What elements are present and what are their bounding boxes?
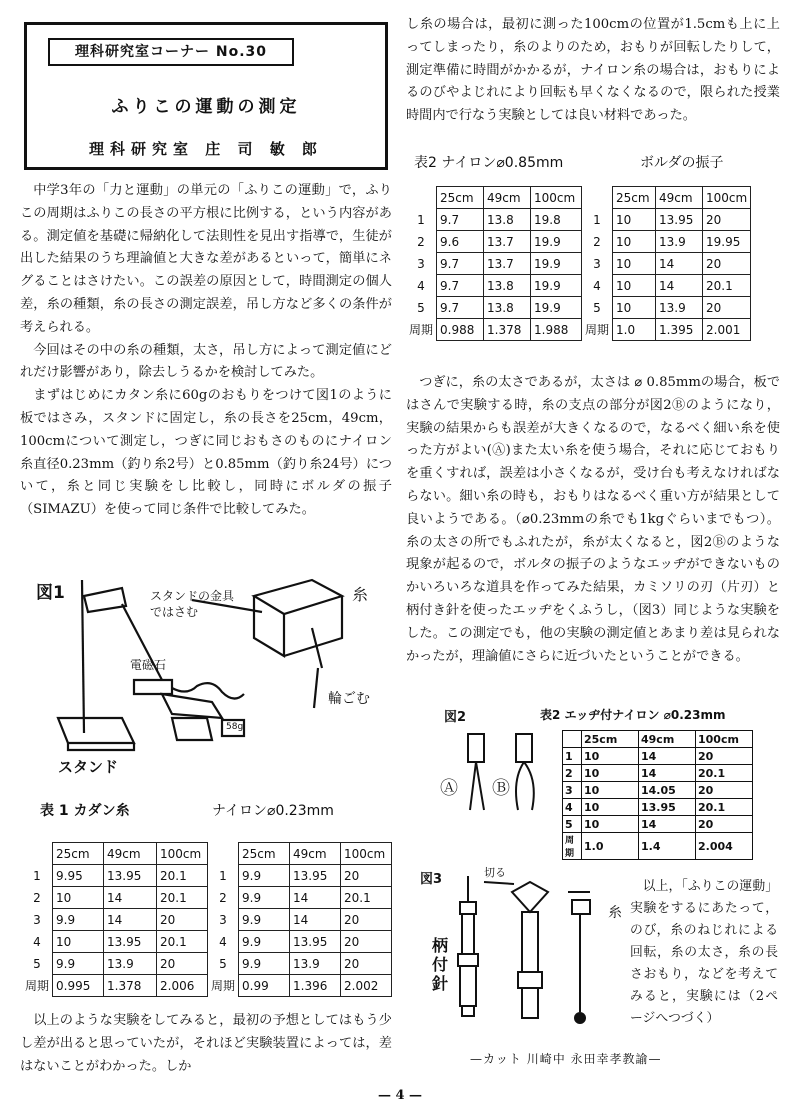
figure-3-sketch bbox=[418, 862, 630, 1042]
figure-2-a-label: Ⓐ bbox=[440, 778, 458, 799]
figure-2-b-label: Ⓑ bbox=[492, 778, 510, 799]
figure-3-label: 図3 bbox=[420, 872, 443, 887]
table-row: 5 9.7 13.8 19.9 5 10 13.9 20 bbox=[406, 297, 751, 319]
table-3-header-row: 25cm 49cm 100cm bbox=[563, 731, 753, 748]
paragraph-method: まずはじめにカタン糸に60gのおもりをつけて図1のように板ではさみ，スタンドに固定し，糸の長さを25cm，49cm，100cmについて測定し，つぎに同じおもさのものにナイロン糸直径0.23mm（釣り糸2号）と0.85mm（釣り糸24号）について，糸と同じ実験をし比較し，同時にボルダの振子（SIMAZU）を使って同じ条件で比較してみた。 bbox=[20, 388, 392, 518]
figure-1-stand-label: スタンド bbox=[58, 758, 119, 776]
table-row: 4 10 13.95 20.1 4 9.9 13.95 20 bbox=[22, 931, 392, 953]
table-row: 2 9.6 13.7 19.9 2 10 13.9 19.95 bbox=[406, 231, 751, 253]
table-2-caption-borda: ボルダの振子 bbox=[640, 155, 724, 171]
table-row: 3 10 14.05 20 bbox=[563, 782, 753, 799]
table-2-caption: 表2 ナイロン⌀0.85mm bbox=[414, 155, 564, 171]
paragraph-conclusion: 以上，「ふりこの運動」実験をするにあたって，のび，糸のねじれによる回転，糸の太さ，糸の長さおもり，などを考えてみると，実験には（2ページへつづく） bbox=[630, 879, 778, 1026]
table-1-caption: 表 1 カダン糸 bbox=[40, 803, 130, 819]
figure-1-thread-label: 糸 bbox=[352, 585, 369, 604]
page-number: — 4 — bbox=[377, 1088, 423, 1103]
paragraph-purpose: 今回はその中の糸の種類，太さ，吊し方によって測定値にどれだけ影響があり，除去しうるかを検討してみた。 bbox=[20, 342, 392, 381]
table-2-header-row: 25cm 49cm 100cm 25cm 49cm 100cm bbox=[406, 187, 751, 209]
right-column-middle bbox=[406, 372, 780, 668]
paragraph-result: 以上のような実験をしてみると，最初の予想としてはもう少し差が出ると思っていたが，それほど実験装置によっては，差はないことがわかった。しか bbox=[20, 1013, 392, 1074]
figure-1-clamp-label: スタンドの金具ではさむ bbox=[150, 589, 235, 619]
table-1-caption-nylon: ナイロン⌀0.23mm bbox=[212, 803, 334, 819]
table-row: 5 9.9 13.9 20 5 9.9 13.9 20 bbox=[22, 953, 392, 975]
article-title: ふりこの運動の測定 bbox=[111, 97, 301, 117]
table-row: 1 9.95 13.95 20.1 1 9.9 13.95 20 bbox=[22, 865, 392, 887]
table-row-period: 周期 0.988 1.378 1.988 周期 1.0 1.395 2.001 bbox=[406, 319, 751, 341]
table-row: 3 9.7 13.7 19.9 3 10 14 20 bbox=[406, 253, 751, 275]
paragraph-thickness: つぎに，糸の太さであるが，太さは ⌀ 0.85mmの場合，板ではさんで実験する時，糸の支点の部分が図2Ⓑのようになり，実験の結果からも誤差が大きくなるので，なるべく細い糸を使った方がよい(Ⓐ)また太い糸を使う場合，それに応じておもりを重くすれば，誤差は小さくなるが，受け台も考えなければならない。細い糸の時も，おもりはなるべく重い方が結果として良いようである。（⌀0.23mmの糸でも1kgぐらいまでもつ）。糸の太さの所でもふれたが，糸が太くなると，図2Ⓑのような現象が起るので，ボルタの振子のようなエッヂができないものかいろいろな道具を作ってみた結果，カミソリの刃（片刃）と柄付き針を使ったエッヂをくふうし，（図3）同じような実験をした。この測定でも，他の実験の測定値とあまり差は見られなかったが，理論値にさらに近づいたということができる。 bbox=[406, 375, 781, 664]
right-column-top bbox=[406, 14, 780, 128]
corner-label: 理科研究室コーナー No.30 bbox=[48, 38, 294, 66]
figure-2-label: 図2 bbox=[444, 710, 467, 725]
table-row: 1 9.7 13.8 19.8 1 10 13.95 20 bbox=[406, 209, 751, 231]
table-1 bbox=[22, 842, 392, 997]
figure-1-weight-label: 58g bbox=[226, 722, 244, 732]
left-column-body bbox=[20, 180, 392, 522]
figure-3-cut-label: 切る bbox=[484, 866, 506, 879]
table-3-caption: 表2 エッヂ付ナイロン ⌀0.23mm bbox=[540, 708, 726, 722]
table-row: 2 10 14 20.1 bbox=[563, 765, 753, 782]
figure-3-needle-label: 柄付針 bbox=[432, 936, 449, 993]
table-1-header-row: 25cm 49cm 100cm 25cm 49cm 100cm bbox=[22, 843, 392, 865]
table-row-period: 周期 0.995 1.378 2.006 周期 0.99 1.396 2.002 bbox=[22, 975, 392, 997]
table-2 bbox=[406, 186, 751, 341]
table-row: 2 10 14 20.1 2 9.9 14 20.1 bbox=[22, 887, 392, 909]
paragraph-intro: 中学3年の「力と運動」の単元の「ふりこの運動」で，ふりこの周期はふりこの長さの平方根に比例する，という内容がある。測定値を基礎に帰納化して法則性を見出す指導で，生徒が出した結果のうち理論値と大きな差があるといって，簡単にネグることはさけたい。この誤差の原因として，時間測定の個人差，糸の種類，糸の長さの測定誤差，吊し方など多くの条件が考えられる。 bbox=[20, 183, 392, 335]
figure-1-rubber-label: 輪ごむ bbox=[328, 691, 370, 707]
table-row: 5 10 14 20 bbox=[563, 816, 753, 833]
right-column-bottom bbox=[630, 876, 778, 1030]
table-3 bbox=[562, 730, 753, 860]
table-row: 4 10 13.95 20.1 bbox=[563, 799, 753, 816]
figure-1 bbox=[22, 568, 392, 790]
table-row: 3 9.9 14 20 3 9.9 14 20 bbox=[22, 909, 392, 931]
table-row-period: 周期 1.0 1.4 2.004 bbox=[563, 833, 753, 860]
figure-3-thread-label: 糸 bbox=[608, 905, 622, 921]
left-column-tail bbox=[20, 1010, 392, 1078]
figure-2 bbox=[440, 700, 560, 860]
figure-1-magnet-label: 電磁石 bbox=[130, 658, 167, 672]
table-row: 1 10 14 20 bbox=[563, 748, 753, 765]
article-author: 理科研究室 庄 司 敏 郎 bbox=[89, 140, 323, 158]
paragraph-nylon-note: し糸の場合は，最初に測った100cmの位置が1.5cmも上に上ってしまったり，糸のよりのため，おもりが回転したりして，測定準備に時間がかかるが，ナイロン糸の場合は，おもりによるのびやよじれにより回転も早くなくなるので，限られた授業時間内で行なう実験としては良い材料であった。 bbox=[406, 17, 780, 124]
figure-1-label: 図1 bbox=[36, 583, 65, 603]
cut-credit: —カット 川崎中 永田幸孝教諭— bbox=[470, 1052, 662, 1066]
table-row: 4 9.7 13.8 19.9 4 10 14 20.1 bbox=[406, 275, 751, 297]
figure-3 bbox=[418, 862, 630, 1042]
